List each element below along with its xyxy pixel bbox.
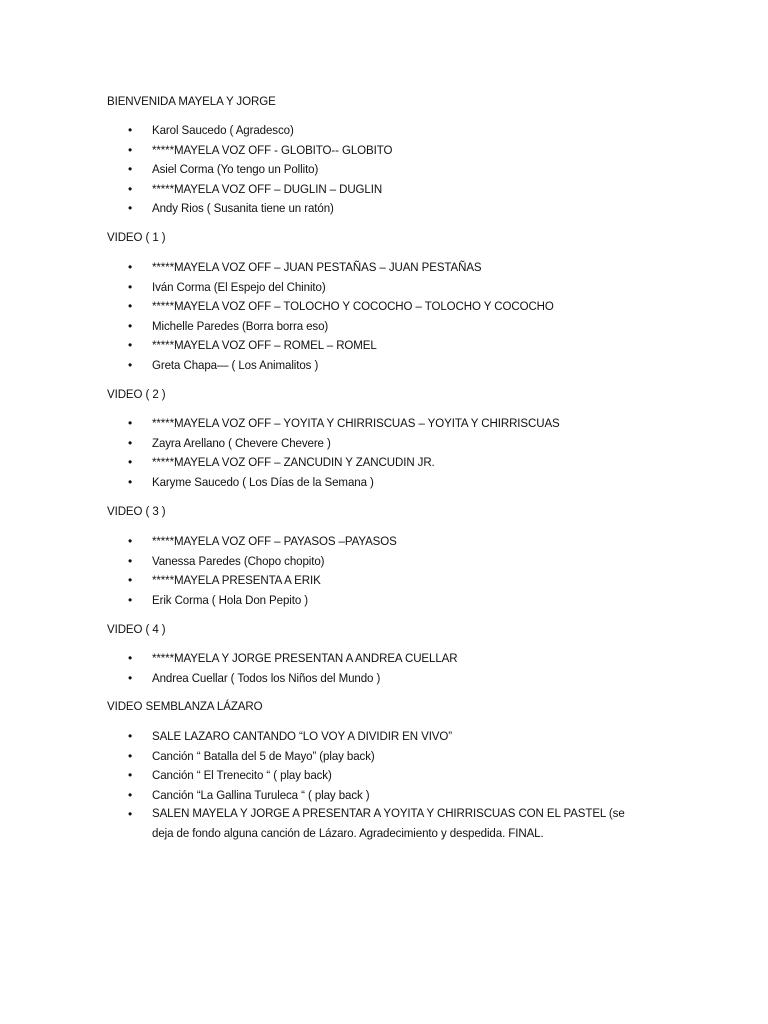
bullet-icon: •	[128, 807, 133, 822]
bullet-icon: •	[128, 592, 133, 607]
bullet-icon: •	[128, 651, 133, 665]
section-heading-video-2: VIDEO ( 2 )	[107, 387, 166, 401]
section-heading-semblanza-lazaro: VIDEO SEMBLANZA LÁZARO	[107, 699, 263, 713]
bullet-icon: •	[128, 670, 133, 685]
bullet-icon: •	[128, 201, 133, 216]
section-heading-video-1: VIDEO ( 1 )	[107, 230, 166, 244]
bullet-icon: •	[128, 142, 133, 157]
bullet-icon: •	[128, 729, 133, 743]
bullet-icon: •	[128, 123, 133, 137]
section-heading-video-4: VIDEO ( 4 )	[107, 622, 166, 636]
bullet-icon: •	[128, 260, 133, 274]
bullet-icon: •	[128, 162, 133, 177]
bullet-icon: •	[128, 435, 133, 450]
bullet-icon: •	[128, 455, 133, 470]
bullet-icon: •	[128, 338, 133, 353]
bullet-icon: •	[128, 768, 133, 783]
section-heading-video-3: VIDEO ( 3 )	[107, 504, 166, 518]
bullet-icon: •	[128, 357, 133, 372]
bullet-icon: •	[128, 181, 133, 196]
bullet-icon: •	[128, 534, 133, 548]
section-heading-bienvenida: BIENVENIDA MAYELA Y JORGE	[107, 94, 276, 108]
document-page: BIENVENIDA MAYELA Y JORGE • Karol Saucedo ( Agradesco) • *****MAYELA VOZ OFF - GLOBITO-- GLOBITO • Asiel Corma (Yo tengo un Pollito) • *****MAYELA VOZ OFF – DUGLIN – DUGLIN • Andy Rios ( Susanita tiene un ratón) VIDEO ( 1 ) • *****MAYELA VOZ OFF – JUAN PESTAÑAS – JUAN PESTAÑAS • Iván Corma (El Espejo del Chinito) • *****MAYELA VOZ OFF – TOLOCHO Y COCOCHO – TOLOCHO Y COCOCHO • Michelle Paredes (Borra borra eso) • *****MAYELA VOZ OFF – ROMEL – ROMEL • Greta Chapa— ( Los Animalitos ) VIDEO ( 2 ) • *****MAYELA VOZ OFF – YOYITA Y CHIRRISCUAS – YOYITA Y CHIRRISCUAS • Zayra Arellano ( Chevere Chevere ) • *****MAYELA VOZ OFF – ZANCUDIN Y ZANCUDIN JR. • Karyme Saucedo ( Los Días de la Semana ) VIDEO ( 3 ) • *****MAYELA VOZ OFF – PAYASOS –PAYASOS • Vanessa Paredes (Chopo chopito) • *****MAYELA PRESENTA A ERIK • Erik Corma ( Hola Don Pepito ) VIDEO ( 4 ) • *****MAYELA Y JORGE PRESENTAN A ANDREA CUELLAR • Andrea Cuellar ( Todos los Niños del Mundo ) VIDEO SEMBLANZA LÁZARO • SALE LAZARO CANTANDO “LO VOY A DIVIDIR EN VIVO” • Canción “ Batalla del 5 de Mayo” (play back) • Canción “ El Trenecito “ ( play back) • Canción “La Gallina Turuleca “ ( play back ) • SALEN MAYELA Y JORGE A PRESENTAR A YOYITA Y CHIRRISCUAS CON EL PASTEL (se deja de fondo alguna canción de Lázaro. Agradecimiento y despedida. FINAL.	[107, 94, 625, 840]
bullet-icon: •	[128, 748, 133, 763]
bullet-icon: •	[128, 787, 133, 802]
bullet-icon: •	[128, 553, 133, 568]
bullet-icon: •	[128, 318, 133, 333]
bullet-icon: •	[128, 279, 133, 294]
bullet-icon: •	[128, 474, 133, 489]
bullet-icon: •	[128, 299, 133, 314]
bullet-icon: •	[128, 416, 133, 430]
bullet-icon: •	[128, 573, 133, 588]
